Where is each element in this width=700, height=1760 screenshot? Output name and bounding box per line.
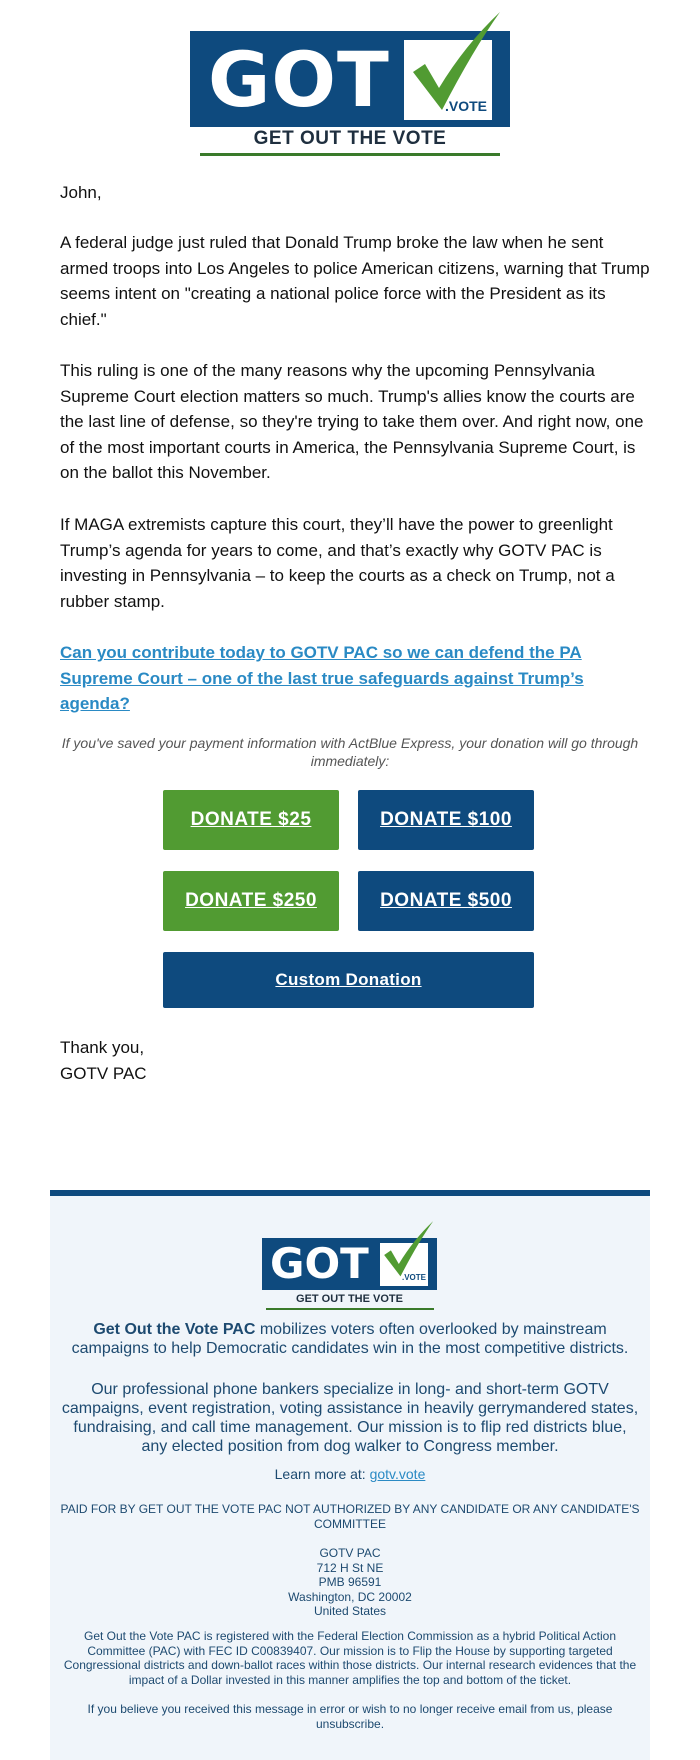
donate-25-button[interactable]: DONATE $25 [163,790,339,850]
unsubscribe-link[interactable]: unsubscribe [315,1716,381,1731]
custom-donation-button[interactable]: Custom Donation [163,952,534,1008]
logo-vote-text: .VOTE [445,98,488,114]
gotv-logo [190,10,510,160]
address-line-4: Washington, DC 20002 [288,1589,412,1604]
footer-logo-vote-text: .VOTE [402,1273,427,1282]
footer-logo-text: GOT [270,1239,369,1288]
address-line-2: 712 H St NE [316,1560,384,1575]
footer-learn-more-label: Learn more at: [274,1466,370,1482]
logo-tagline: GET OUT THE VOTE [253,128,447,149]
address-line-5: United States [313,1604,387,1618]
donate-500-button[interactable]: DONATE $500 [358,871,534,931]
footer-logo-underline [266,1308,434,1310]
logo-underline [200,153,500,156]
address-line-1: GOTV PAC [319,1546,381,1560]
unsubscribe-text: If you believe you received this message in error or wish to no longer receive email from us, please [87,1702,613,1716]
fec-registration: Get Out the Vote PAC is registered with the Federal Election Commission as a hybrid Political Action Committee (PAC) with FEC ID C00839407. Our mission is to Flip the House by supporting targeted Congressional districts and down-ballot races within those districts. Our internal research evidences that the impact of a Dollar invested in this manner amplifies the top and bottom of the ticket. [63,1629,637,1687]
donate-100-button[interactable]: DONATE $100 [358,790,534,850]
unsubscribe-notice [60,1702,640,1731]
actblue-express-note: If you've saved your payment information with ActBlue Express, your donation will go through immediately: [61,735,639,769]
logo-text: GOT [208,35,390,124]
footer-org-name: Get Out the Vote PAC [93,1321,256,1338]
gotv-website-link[interactable]: gotv.vote [369,1466,426,1482]
mailing-address [60,1546,640,1619]
footer-learn-more [60,1465,640,1483]
footer-mission: Our professional phone bankers specialize in long- and short-term GOTV campaigns, event registration, voting assistance in heavily gerrymandered states, fundraising, and call time management. Our mission is to flip red districts blue, any elected position from dog walker to Congress member. [61,1381,639,1455]
footer-logo-tagline: GET OUT THE VOTE [296,1293,403,1305]
footer-about [60,1320,640,1358]
paragraph-3: If MAGA extremists capture this court, they’ll have the power to greenlight Trump’s agenda for years to come, and that’s exactly why GOTV PAC is investing in Pennsylvania – to keep the courts as a check on Trump, not a rubber stamp. [60,515,615,611]
unsubscribe-period: . [380,1716,385,1731]
donate-250-button[interactable]: DONATE $250 [163,871,339,931]
footer-logo [262,1226,442,1314]
contribute-link[interactable]: Can you contribute today to GOTV PAC so we can defend the PA Supreme Court – one of the last true safeguards against Trump’s agenda? [60,643,584,713]
signoff-sender: GOTV PAC [60,1063,147,1083]
footer-about-text: mobilizes voters often overlooked by mainstream campaigns to help Democratic candidates win in the most competitive districts. [71,1321,629,1357]
paragraph-1: A federal judge just ruled that Donald Trump broke the law when he sent armed troops into Los Angeles to police American citizens, warning that Trump seems intent on "creating a national police force with the President as its chief." [60,233,650,329]
signoff-thanks: Thank you, [60,1038,145,1057]
footer [50,1190,650,1760]
signoff [60,1035,147,1086]
paid-for-disclaimer: PAID FOR BY GET OUT THE VOTE PAC NOT AUTHORIZED BY ANY CANDIDATE OR ANY CANDIDATE'S COMMITTEE [60,1502,640,1531]
greeting: John, [60,183,102,202]
address-line-3: PMB 96591 [318,1575,382,1589]
paragraph-2: This ruling is one of the many reasons why the upcoming Pennsylvania Supreme Court election matters so much. Trump's allies know the courts are the last line of defense, so they're trying to take them over. And right now, one of the most important courts in America, the Pennsylvania Supreme Court, is on the ballot this November. [60,361,644,482]
